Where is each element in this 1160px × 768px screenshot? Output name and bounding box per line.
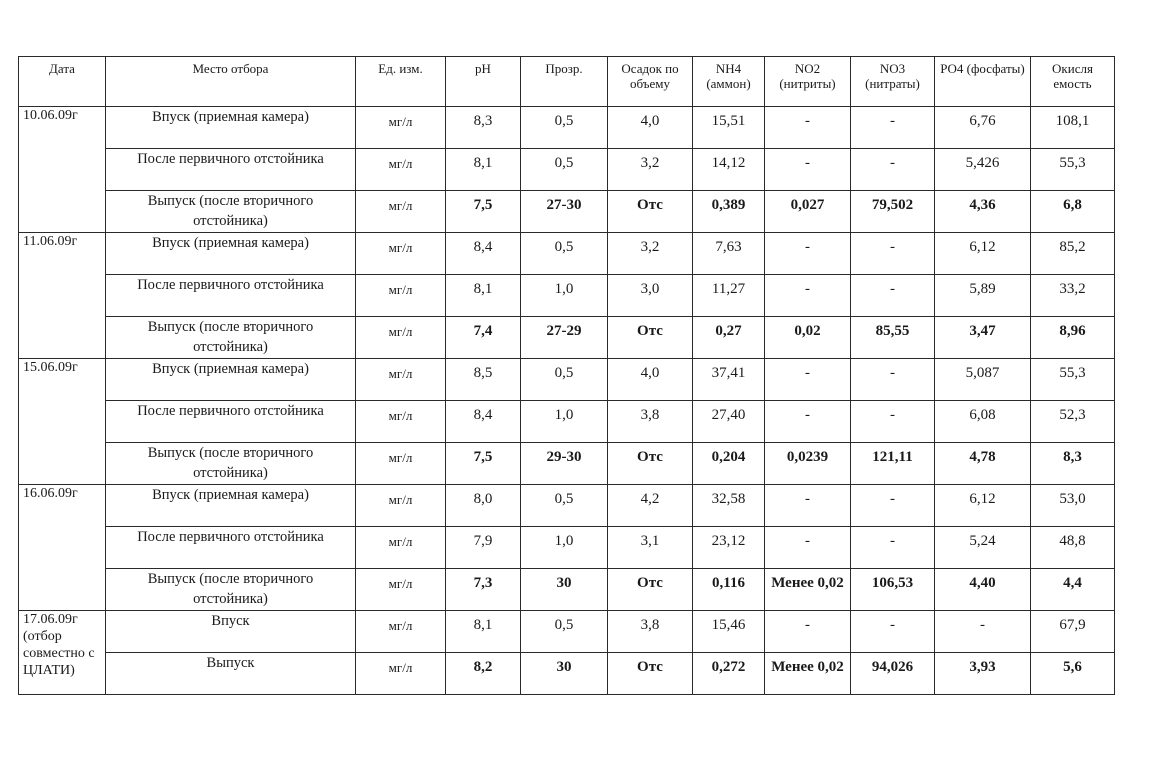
no2-cell: - [765, 233, 851, 275]
water-quality-table [18, 56, 1115, 695]
no3-cell: 79,502 [851, 191, 935, 233]
sampling-place-cell: После первичного отстойника [106, 275, 356, 317]
header-date: Дата [19, 57, 106, 107]
unit-cell: мг/л [356, 233, 446, 275]
unit-cell: мг/л [356, 149, 446, 191]
unit-cell: мг/л [356, 359, 446, 401]
table-row [19, 233, 1115, 275]
ph-cell: 7,5 [446, 443, 521, 485]
unit-cell: мг/л [356, 611, 446, 653]
po4-cell: 5,24 [935, 527, 1031, 569]
table-row [19, 359, 1115, 401]
table-row [19, 275, 1115, 317]
oxidizability-cell: 53,0 [1031, 485, 1115, 527]
sampling-place-cell: Впуск (приемная камера) [106, 233, 356, 275]
po4-cell: 5,426 [935, 149, 1031, 191]
po4-cell: 6,76 [935, 107, 1031, 149]
oxidizability-cell: 55,3 [1031, 149, 1115, 191]
sediment-cell: Отс [608, 569, 693, 611]
header-no2: NO2 (нитриты) [765, 57, 851, 107]
nh4-cell: 37,41 [693, 359, 765, 401]
oxidizability-cell: 6,8 [1031, 191, 1115, 233]
no2-cell: 0,027 [765, 191, 851, 233]
nh4-cell: 15,46 [693, 611, 765, 653]
nh4-cell: 0,204 [693, 443, 765, 485]
nh4-cell: 0,116 [693, 569, 765, 611]
ph-cell: 8,5 [446, 359, 521, 401]
nh4-cell: 27,40 [693, 401, 765, 443]
header-oxidizability: Окисля емость [1031, 57, 1115, 107]
transparency-cell: 0,5 [521, 611, 608, 653]
transparency-cell: 30 [521, 569, 608, 611]
sampling-place-cell: После первичного отстойника [106, 401, 356, 443]
transparency-cell: 1,0 [521, 275, 608, 317]
date-cell: 10.06.09г [19, 107, 106, 233]
transparency-cell: 1,0 [521, 401, 608, 443]
table-row [19, 611, 1115, 653]
no2-cell: 0,02 [765, 317, 851, 359]
no3-cell: - [851, 149, 935, 191]
nh4-cell: 0,272 [693, 653, 765, 695]
sediment-cell: Отс [608, 191, 693, 233]
no2-cell: - [765, 359, 851, 401]
unit-cell: мг/л [356, 401, 446, 443]
header-sediment: Осадок по объему [608, 57, 693, 107]
table-row [19, 485, 1115, 527]
sampling-place-cell: Впуск (приемная камера) [106, 359, 356, 401]
transparency-cell: 0,5 [521, 107, 608, 149]
oxidizability-cell: 55,3 [1031, 359, 1115, 401]
nh4-cell: 7,63 [693, 233, 765, 275]
table-body [19, 107, 1115, 695]
transparency-cell: 1,0 [521, 527, 608, 569]
sediment-cell: 3,0 [608, 275, 693, 317]
oxidizability-cell: 33,2 [1031, 275, 1115, 317]
date-cell: 17.06.09г (отбор совместно с ЦЛАТИ) [19, 611, 106, 695]
sediment-cell: 3,8 [608, 611, 693, 653]
sampling-place-cell: Выпуск (после вторичного отстойника) [106, 569, 356, 611]
header-transparency: Прозр. [521, 57, 608, 107]
ph-cell: 7,5 [446, 191, 521, 233]
ph-cell: 8,2 [446, 653, 521, 695]
no2-cell: - [765, 275, 851, 317]
ph-cell: 8,0 [446, 485, 521, 527]
sampling-place-cell: Выпуск [106, 653, 356, 695]
nh4-cell: 14,12 [693, 149, 765, 191]
sampling-place-cell: Впуск [106, 611, 356, 653]
ph-cell: 8,1 [446, 611, 521, 653]
unit-cell: мг/л [356, 527, 446, 569]
po4-cell: 6,08 [935, 401, 1031, 443]
nh4-cell: 32,58 [693, 485, 765, 527]
transparency-cell: 0,5 [521, 233, 608, 275]
transparency-cell: 0,5 [521, 485, 608, 527]
sediment-cell: Отс [608, 443, 693, 485]
ph-cell: 7,3 [446, 569, 521, 611]
po4-cell: 3,93 [935, 653, 1031, 695]
table-row [19, 569, 1115, 611]
nh4-cell: 23,12 [693, 527, 765, 569]
header-ph: pH [446, 57, 521, 107]
sediment-cell: 4,0 [608, 107, 693, 149]
sediment-cell: 4,2 [608, 485, 693, 527]
unit-cell: мг/л [356, 275, 446, 317]
sediment-cell: 3,2 [608, 149, 693, 191]
sampling-place-cell: Выпуск (после вторичного отстойника) [106, 191, 356, 233]
header-no3: NO3 (нитраты) [851, 57, 935, 107]
sediment-cell: Отс [608, 653, 693, 695]
no2-cell: - [765, 485, 851, 527]
unit-cell: мг/л [356, 191, 446, 233]
unit-cell: мг/л [356, 443, 446, 485]
nh4-cell: 15,51 [693, 107, 765, 149]
transparency-cell: 30 [521, 653, 608, 695]
no2-cell: - [765, 401, 851, 443]
transparency-cell: 27-30 [521, 191, 608, 233]
oxidizability-cell: 48,8 [1031, 527, 1115, 569]
date-cell: 15.06.09г [19, 359, 106, 485]
oxidizability-cell: 108,1 [1031, 107, 1115, 149]
ph-cell: 8,4 [446, 233, 521, 275]
ph-cell: 8,4 [446, 401, 521, 443]
table-row [19, 149, 1115, 191]
po4-cell: 6,12 [935, 485, 1031, 527]
ph-cell: 8,3 [446, 107, 521, 149]
unit-cell: мг/л [356, 317, 446, 359]
unit-cell: мг/л [356, 485, 446, 527]
po4-cell: - [935, 611, 1031, 653]
sediment-cell: 3,2 [608, 233, 693, 275]
no3-cell: - [851, 107, 935, 149]
no3-cell: 85,55 [851, 317, 935, 359]
header-unit: Ед. изм. [356, 57, 446, 107]
table-row [19, 191, 1115, 233]
no2-cell: Менее 0,02 [765, 653, 851, 695]
oxidizability-cell: 4,4 [1031, 569, 1115, 611]
sampling-place-cell: Выпуск (после вторичного отстойника) [106, 317, 356, 359]
date-cell: 11.06.09г [19, 233, 106, 359]
po4-cell: 4,40 [935, 569, 1031, 611]
sediment-cell: 3,1 [608, 527, 693, 569]
sampling-place-cell: Впуск (приемная камера) [106, 485, 356, 527]
no2-cell: - [765, 611, 851, 653]
po4-cell: 5,087 [935, 359, 1031, 401]
transparency-cell: 0,5 [521, 359, 608, 401]
no3-cell: 94,026 [851, 653, 935, 695]
no2-cell: - [765, 527, 851, 569]
transparency-cell: 27-29 [521, 317, 608, 359]
sampling-place-cell: Впуск (приемная камера) [106, 107, 356, 149]
no2-cell: 0,0239 [765, 443, 851, 485]
oxidizability-cell: 67,9 [1031, 611, 1115, 653]
oxidizability-cell: 85,2 [1031, 233, 1115, 275]
ph-cell: 7,9 [446, 527, 521, 569]
no2-cell: Менее 0,02 [765, 569, 851, 611]
oxidizability-cell: 8,96 [1031, 317, 1115, 359]
oxidizability-cell: 8,3 [1031, 443, 1115, 485]
sampling-place-cell: После первичного отстойника [106, 149, 356, 191]
sampling-place-cell: После первичного отстойника [106, 527, 356, 569]
no3-cell: - [851, 275, 935, 317]
no2-cell: - [765, 107, 851, 149]
table-row [19, 401, 1115, 443]
no3-cell: 121,11 [851, 443, 935, 485]
ph-cell: 8,1 [446, 275, 521, 317]
unit-cell: мг/л [356, 107, 446, 149]
no3-cell: - [851, 611, 935, 653]
table-row [19, 527, 1115, 569]
header-place: Место отбора [106, 57, 356, 107]
no3-cell: - [851, 485, 935, 527]
header-po4: PO4 (фосфаты) [935, 57, 1031, 107]
table-row [19, 443, 1115, 485]
po4-cell: 3,47 [935, 317, 1031, 359]
nh4-cell: 0,27 [693, 317, 765, 359]
nh4-cell: 0,389 [693, 191, 765, 233]
transparency-cell: 0,5 [521, 149, 608, 191]
no3-cell: - [851, 359, 935, 401]
transparency-cell: 29-30 [521, 443, 608, 485]
oxidizability-cell: 5,6 [1031, 653, 1115, 695]
po4-cell: 5,89 [935, 275, 1031, 317]
no3-cell: - [851, 233, 935, 275]
po4-cell: 6,12 [935, 233, 1031, 275]
no3-cell: 106,53 [851, 569, 935, 611]
ph-cell: 8,1 [446, 149, 521, 191]
sediment-cell: 3,8 [608, 401, 693, 443]
nh4-cell: 11,27 [693, 275, 765, 317]
header-row [19, 57, 1115, 107]
table-row [19, 317, 1115, 359]
sediment-cell: 4,0 [608, 359, 693, 401]
po4-cell: 4,36 [935, 191, 1031, 233]
sediment-cell: Отс [608, 317, 693, 359]
ph-cell: 7,4 [446, 317, 521, 359]
no2-cell: - [765, 149, 851, 191]
sampling-place-cell: Выпуск (после вторичного отстойника) [106, 443, 356, 485]
table-row [19, 653, 1115, 695]
po4-cell: 4,78 [935, 443, 1031, 485]
date-cell: 16.06.09г [19, 485, 106, 611]
no3-cell: - [851, 401, 935, 443]
table-row [19, 107, 1115, 149]
no3-cell: - [851, 527, 935, 569]
header-nh4: NH4 (аммон) [693, 57, 765, 107]
oxidizability-cell: 52,3 [1031, 401, 1115, 443]
unit-cell: мг/л [356, 653, 446, 695]
unit-cell: мг/л [356, 569, 446, 611]
